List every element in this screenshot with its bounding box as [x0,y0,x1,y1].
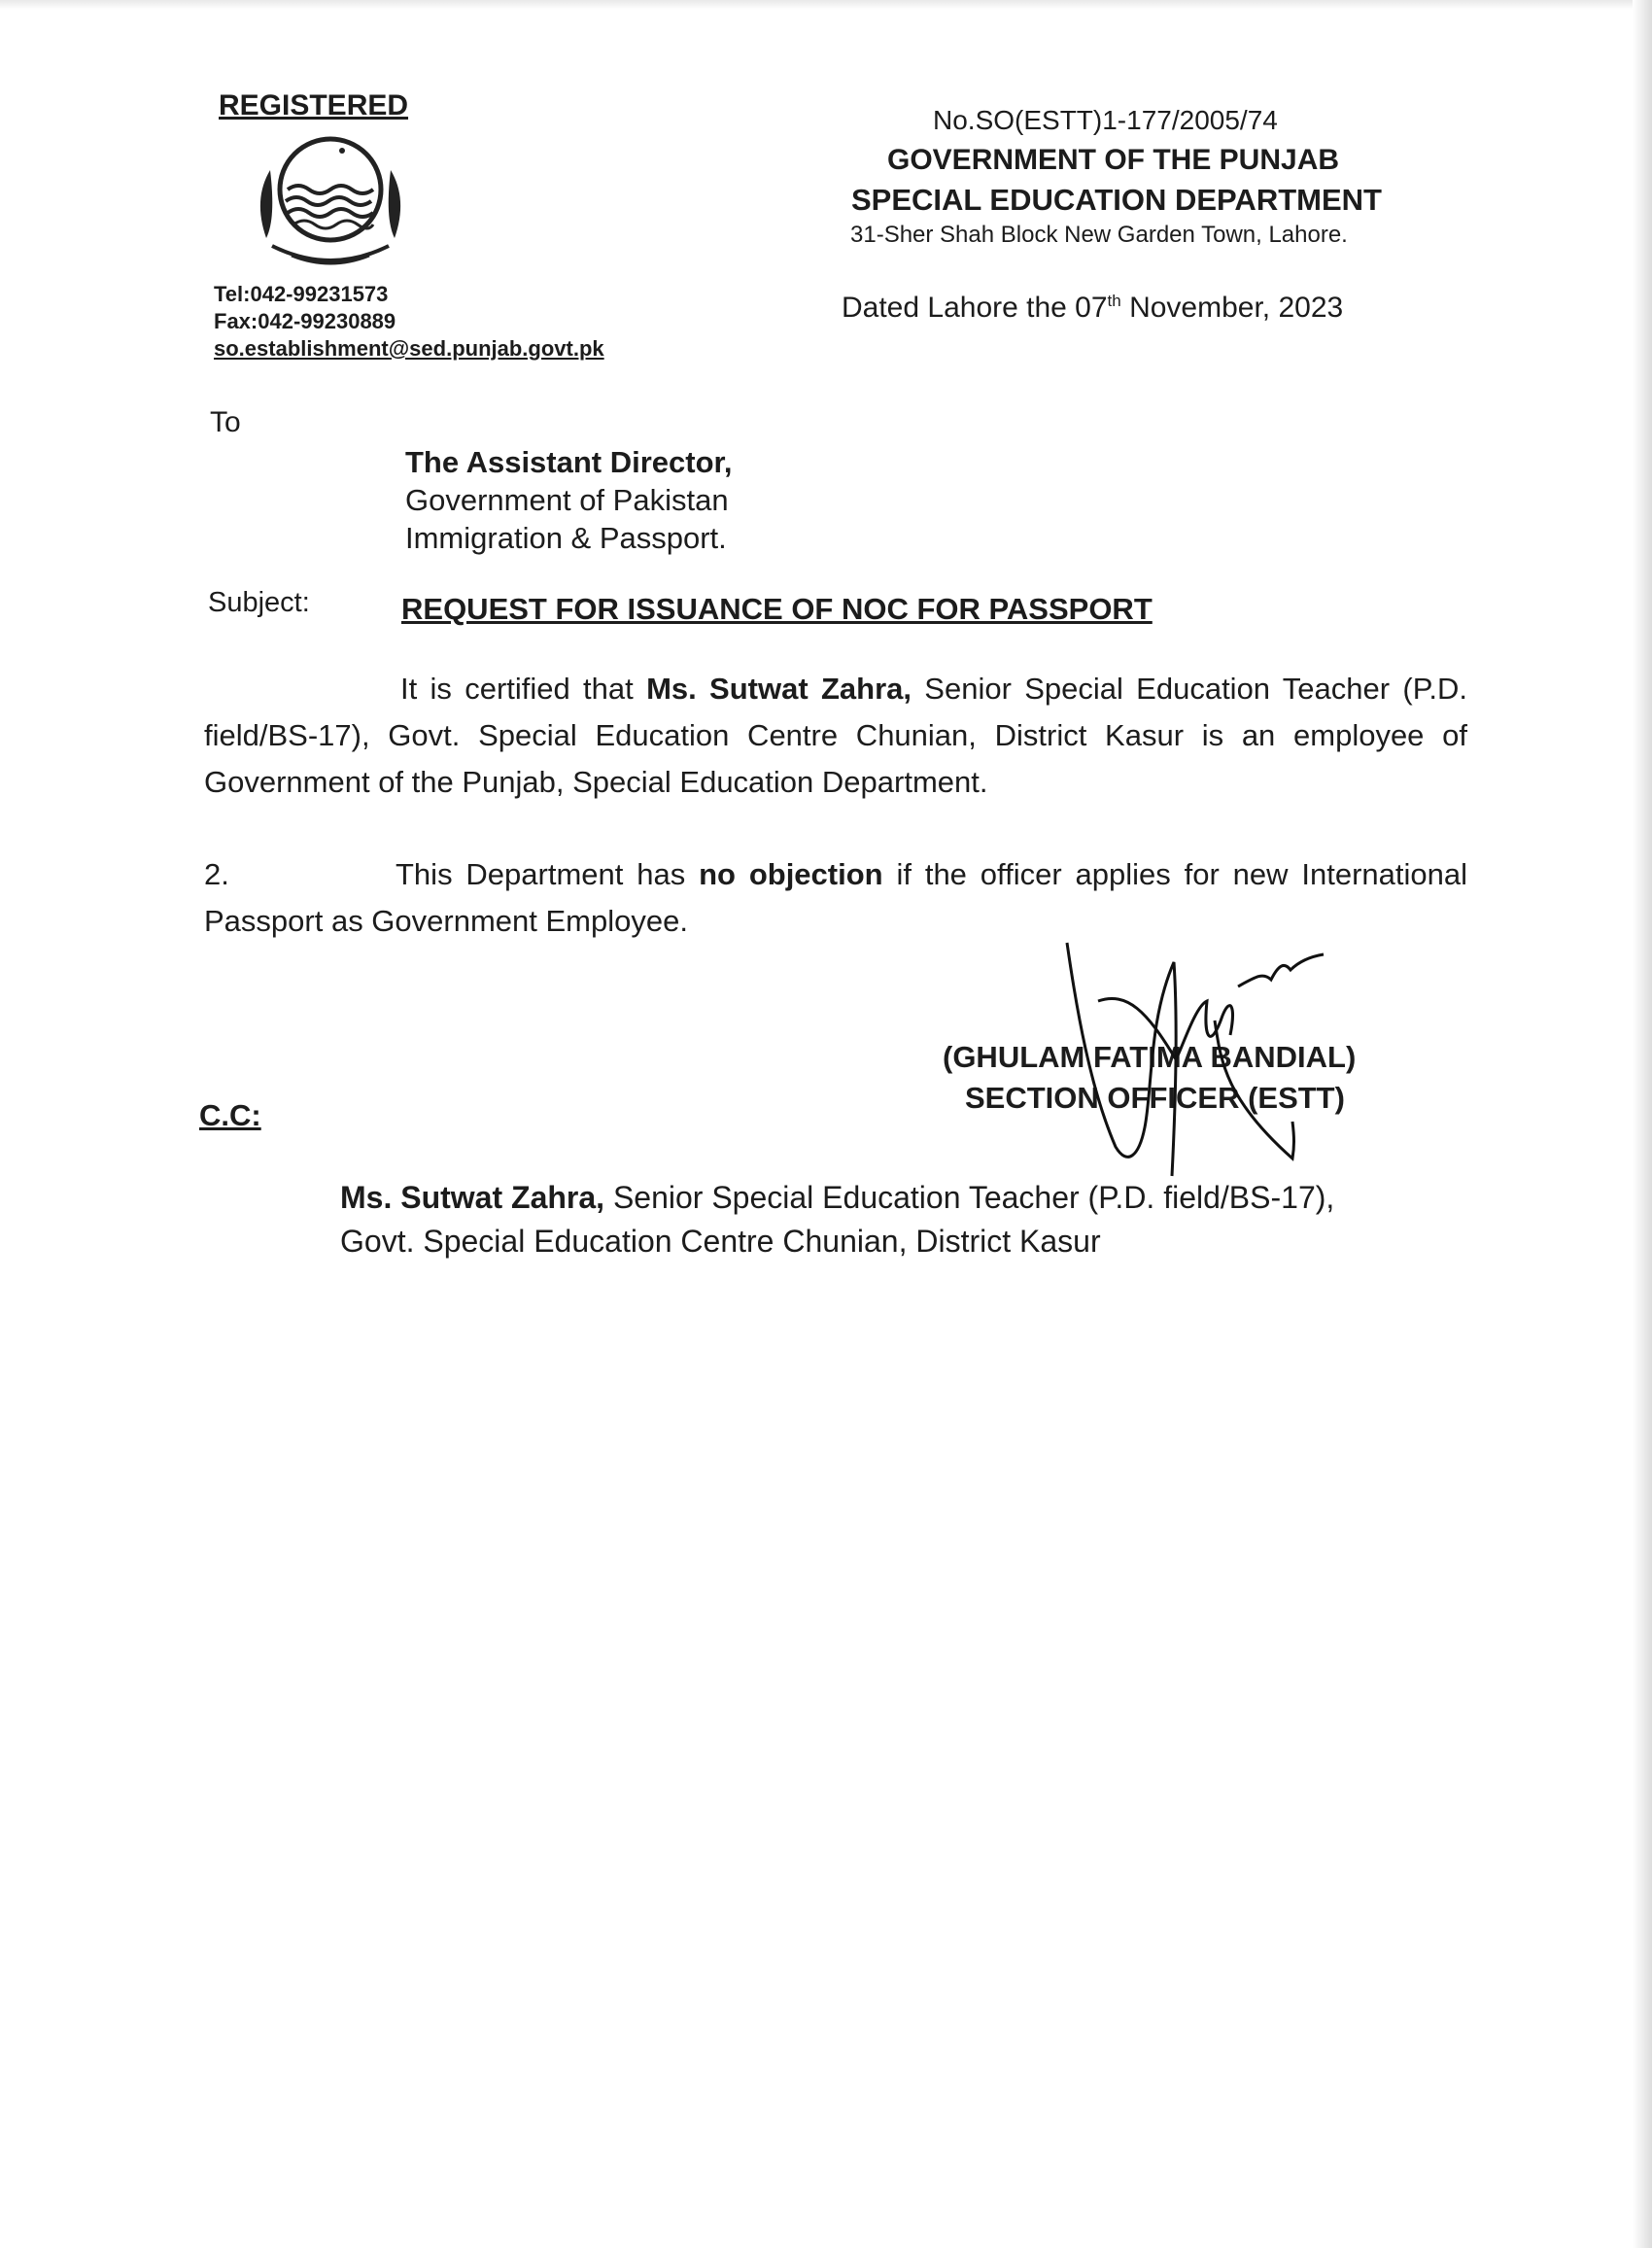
cc-recipient: Ms. Sutwat Zahra, Senior Special Education Teacher (P.D. field/BS-17), Govt. Special Education Centre Chunian, District Kasur [340,1180,1335,1259]
registered-label: REGISTERED [219,89,409,121]
signatory-title: SECTION OFFICER (ESTT) [965,1081,1345,1115]
department-heading: SPECIAL EDUCATION DEPARTMENT [851,183,1382,217]
recipient-title: The Assistant Director, [405,445,733,479]
letter-date: Dated Lahore the 07th November, 2023 [842,292,1344,324]
scan-edge-right [1633,0,1652,2248]
email-link[interactable]: so.establishment@sed.punjab.govt.pk [214,336,604,361]
signatory-name: (GHULAM FATIMA BANDIAL) [943,1040,1357,1074]
department-address: 31-Sher Shah Block New Garden Town, Lahore. [850,222,1348,248]
telephone: Tel:042-99231573 [214,282,389,306]
fax: Fax:042-99230889 [214,309,396,333]
subject-text: REQUEST FOR ISSUANCE OF NOC FOR PASSPORT [401,592,1153,626]
cc-label: C.C: [199,1098,261,1132]
scan-edge-top [0,0,1652,10]
paragraph-2: 2. This Department has no objection if the officer applies for new International Passport as Government Employee. [204,857,1467,938]
to-label: To [210,406,241,438]
punjab-emblem-icon [233,131,428,277]
recipient-line-2: Government of Pakistan [405,483,729,517]
signature-icon [1030,904,1380,1195]
recipient-line-3: Immigration & Passport. [405,521,727,555]
paragraph-1: It is certified that Ms. Sutwat Zahra, Senior Special Education Teacher (P.D. field/BS-17), Govt. Special Education Centre Chunian, District Kasur is an employee of Government of the Punjab, Special Education Department. [204,672,1467,799]
subject-label: Subject: [208,587,310,618]
reference-number: No.SO(ESTT)1-177/2005/74 [933,105,1278,135]
government-heading: GOVERNMENT OF THE PUNJAB [887,144,1340,176]
